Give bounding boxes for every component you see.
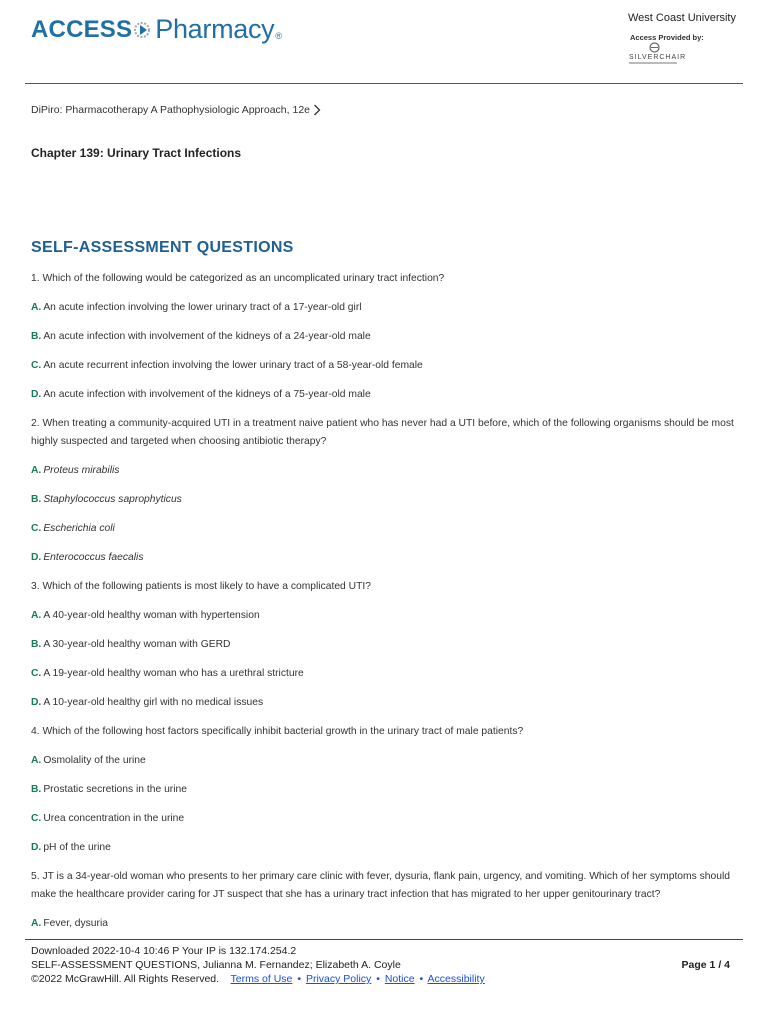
terms-of-use-link[interactable]: Terms of Use bbox=[230, 973, 293, 985]
option-text: Proteus mirabilis bbox=[43, 465, 120, 476]
page-header bbox=[0, 0, 768, 84]
footer-divider bbox=[25, 939, 743, 940]
option-text: A 19-year-old healthy woman who has a urethral stricture bbox=[43, 668, 304, 679]
link-separator: • bbox=[376, 973, 380, 985]
answer-option bbox=[31, 549, 737, 567]
option-letter: C. bbox=[31, 360, 42, 371]
accessibility-link[interactable]: Accessibility bbox=[427, 973, 485, 985]
option-letter: A. bbox=[31, 918, 42, 929]
page-footer bbox=[31, 944, 485, 986]
breadcrumb-book-title[interactable]: DiPiro: Pharmacotherapy A Pathophysiologic Approach, 12e bbox=[31, 104, 311, 116]
chapter-title: Chapter 139: Urinary Tract Infections bbox=[31, 146, 242, 160]
provider-logo-underline bbox=[629, 62, 677, 64]
notice-link[interactable]: Notice bbox=[384, 973, 415, 985]
option-letter: B. bbox=[31, 331, 42, 342]
option-text: Enterococcus faecalis bbox=[43, 552, 144, 563]
question-text: 5. JT is a 34-year-old woman who presents to her primary care clinic with fever, dysuria, flank pain, urgency, and vomiting. Which of her symptoms should make the healthcare provider caring for JT suspect that she has a urinary tract infection that has migrated to her upper genitourinary tract? bbox=[31, 871, 730, 900]
download-info: Downloaded 2022-10-4 10:46 P Your IP is 132.174.254.2 bbox=[31, 945, 297, 957]
institution-name: West Coast University bbox=[628, 12, 736, 24]
access-pharmacy-logo[interactable] bbox=[31, 14, 282, 45]
link-separator: • bbox=[419, 973, 424, 985]
option-text: A 40-year-old healthy woman with hypertension bbox=[43, 610, 260, 621]
logo-pharmacy-text: Pharmacy bbox=[155, 14, 275, 44]
question-text: 4. Which of the following host factors specifically inhibit bacterial growth in the urinary tract of male patients? bbox=[31, 726, 524, 737]
question-text: 2. When treating a community-acquired UTI in a treatment naive patient who has never had a UTI before, which of the following organisms should be most highly suspected and targeted when choosing antibiotic therapy? bbox=[31, 418, 734, 447]
answer-option bbox=[31, 636, 737, 654]
answer-option bbox=[31, 299, 737, 317]
logo-access-text: ACCESS bbox=[31, 15, 133, 43]
option-letter: B. bbox=[31, 784, 42, 795]
option-letter: C. bbox=[31, 523, 42, 534]
option-letter: C. bbox=[31, 813, 42, 824]
question-text: 1. Which of the following would be categorized as an uncomplicated urinary tract infection? bbox=[31, 273, 445, 284]
answer-option bbox=[31, 752, 737, 770]
answer-option bbox=[31, 694, 737, 712]
option-letter: D. bbox=[31, 842, 42, 853]
option-letter: D. bbox=[31, 552, 42, 563]
breadcrumb[interactable] bbox=[31, 104, 321, 116]
citation-line: SELF-ASSESSMENT QUESTIONS, Julianna M. Fernandez; Elizabeth A. Coyle bbox=[31, 959, 401, 971]
option-letter: B. bbox=[31, 494, 42, 505]
option-letter: A. bbox=[31, 755, 42, 766]
copyright-line bbox=[31, 972, 485, 986]
answer-option bbox=[31, 839, 737, 857]
option-text: pH of the urine bbox=[43, 842, 111, 853]
answer-option bbox=[31, 520, 737, 538]
header-divider bbox=[25, 83, 743, 84]
silverchair-mark-icon bbox=[649, 42, 660, 53]
option-text: Escherichia coli bbox=[43, 523, 115, 534]
questions-list bbox=[31, 270, 737, 944]
question-text: 3. Which of the following patients is most likely to have a complicated UTI? bbox=[31, 581, 371, 592]
option-text: Prostatic secretions in the urine bbox=[43, 784, 187, 795]
answer-option bbox=[31, 665, 737, 683]
answer-option bbox=[31, 607, 737, 625]
option-text: Fever, dysuria bbox=[43, 918, 108, 929]
chevron-right-icon bbox=[313, 104, 321, 116]
copyright-text: ©2022 McGrawHill. All Rights Reserved. bbox=[31, 973, 220, 985]
access-provided-by-label: Access Provided by: bbox=[630, 33, 704, 42]
logo-registered-mark: ® bbox=[275, 30, 283, 41]
option-letter: B. bbox=[31, 639, 42, 650]
option-letter: A. bbox=[31, 302, 42, 313]
answer-option bbox=[31, 491, 737, 509]
option-letter: C. bbox=[31, 668, 42, 679]
option-text: Staphylococcus saprophyticus bbox=[43, 494, 182, 505]
option-text: An acute infection involving the lower urinary tract of a 17-year-old girl bbox=[43, 302, 362, 313]
link-separator: • bbox=[297, 973, 302, 985]
logo-gear-icon bbox=[134, 16, 154, 44]
option-text: An acute recurrent infection involving the lower urinary tract of a 58-year-old female bbox=[43, 360, 423, 371]
page-number: Page 1 / 4 bbox=[681, 959, 730, 971]
option-letter: D. bbox=[31, 697, 42, 708]
option-text: A 10-year-old healthy girl with no medical issues bbox=[43, 697, 264, 708]
option-text: Urea concentration in the urine bbox=[43, 813, 185, 824]
option-letter: A. bbox=[31, 465, 42, 476]
option-text: A 30-year-old healthy woman with GERD bbox=[43, 639, 231, 650]
option-letter: D. bbox=[31, 389, 42, 400]
answer-option bbox=[31, 781, 737, 799]
section-title: SELF-ASSESSMENT QUESTIONS bbox=[31, 239, 294, 256]
answer-option bbox=[31, 462, 737, 480]
option-text: An acute infection with involvement of the kidneys of a 75-year-old male bbox=[43, 389, 371, 400]
answer-option bbox=[31, 810, 737, 828]
answer-option bbox=[31, 357, 737, 375]
privacy-policy-link[interactable]: Privacy Policy bbox=[305, 973, 372, 985]
answer-option bbox=[31, 386, 737, 404]
option-text: An acute infection with involvement of the kidneys of a 24-year-old male bbox=[43, 331, 371, 342]
option-text: Osmolality of the urine bbox=[43, 755, 146, 766]
answer-option bbox=[31, 915, 737, 933]
answer-option bbox=[31, 328, 737, 346]
provider-logo-text: SILVERCHAIR bbox=[629, 54, 687, 61]
option-letter: A. bbox=[31, 610, 42, 621]
